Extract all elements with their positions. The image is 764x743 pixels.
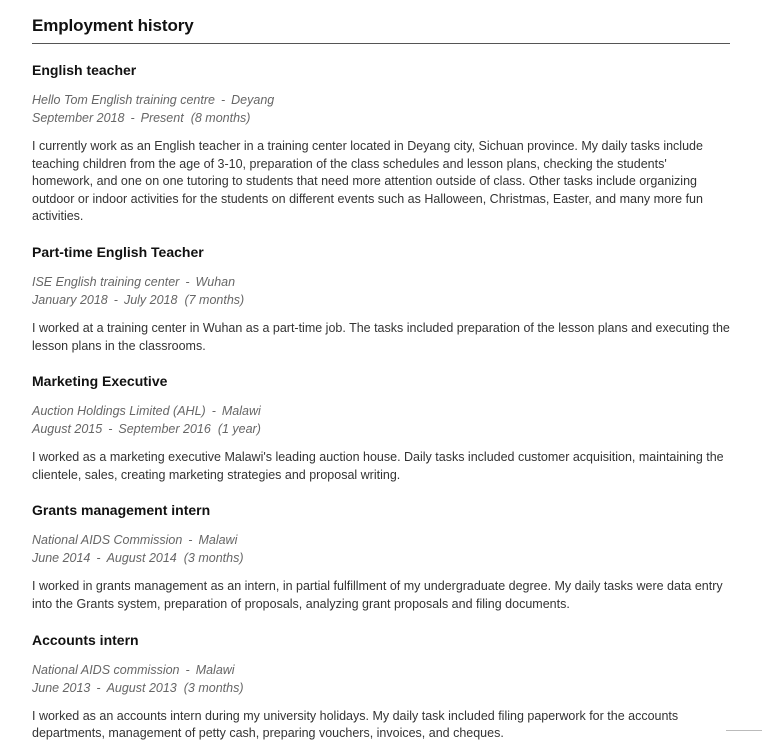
- job-start-date: September 2018: [32, 111, 125, 125]
- job-meta: [32, 273, 730, 309]
- job-start-date: August 2015: [32, 422, 103, 437]
- job-title: Grants management intern: [32, 502, 211, 519]
- job-end-date: August 2014: [106, 551, 177, 566]
- job-duration: (3 months): [183, 551, 244, 566]
- separator-dash: -: [130, 111, 135, 125]
- job-location: Malawi: [221, 404, 261, 419]
- job-start-date: June 2014: [32, 551, 91, 566]
- separator-dash: -: [185, 662, 190, 677]
- job-dates-line: [32, 549, 730, 567]
- job-description: I worked as a marketing executive Malawi's leading auction house. Daily tasks included customer acquisition, maintaining the clientele, sales, creating marketing strategies and proposal writing.: [32, 450, 724, 482]
- job-employer: National AIDS Commission: [32, 533, 183, 548]
- job-meta: [32, 91, 730, 127]
- job-employer: National AIDS commission: [32, 662, 180, 677]
- job-dates-line: [32, 291, 730, 309]
- job-entry-part-time-english-teacher: [32, 243, 730, 355]
- job-duration: (7 months): [184, 292, 245, 307]
- job-employer: Auction Holdings Limited (AHL): [32, 404, 206, 419]
- job-title: Accounts intern: [32, 631, 139, 648]
- separator-dash: -: [188, 533, 193, 548]
- job-dates-line: [32, 420, 730, 438]
- job-meta: [32, 531, 730, 567]
- job-title: Part-time English Teacher: [32, 243, 204, 260]
- separator-dash: -: [185, 274, 190, 289]
- job-duration: (1 year): [217, 422, 261, 437]
- job-employer: Hello Tom English training centre: [32, 93, 215, 107]
- job-entry-marketing-executive: [32, 372, 730, 484]
- job-description: I worked in grants management as an intern, in partial fulfillment of my undergraduate degree. My daily tasks were data entry into the Grants system, preparation of proposals, analyzing grant proposals and filing documents.: [32, 579, 723, 611]
- job-entry-english-teacher: [32, 61, 730, 226]
- separator-dash: -: [113, 292, 118, 307]
- separator-dash: -: [96, 680, 101, 695]
- job-dates-line: [32, 109, 730, 127]
- separator-dash: -: [96, 551, 101, 566]
- job-location: Malawi: [195, 662, 235, 677]
- job-end-date: August 2013: [106, 680, 177, 695]
- job-start-date: January 2018: [32, 292, 108, 307]
- separator-dash: -: [220, 93, 226, 107]
- job-meta: [32, 661, 730, 697]
- separator-dash: -: [108, 422, 113, 437]
- job-title: Marketing Executive: [32, 373, 168, 390]
- job-employer-line: [32, 402, 730, 420]
- job-description: I currently work as an English teacher in a training center located in Deyang city, Sichuan province. My daily tasks include teaching children from the age of 3-10, preparation of the class schedules and lesson plans, checking the students' homework, and one on one tutoring to students that need more attention outside of class. Other tasks include organizing outdoor or indoor activities for the students on different events such as Halloween, Christmas, Easter, and many more fun activities.: [32, 139, 703, 224]
- job-employer: ISE English training center: [32, 274, 180, 289]
- job-start-date: June 2013: [32, 680, 91, 695]
- job-meta: [32, 402, 730, 438]
- job-end-date: Present: [140, 111, 184, 125]
- employment-history-section: [32, 0, 730, 743]
- job-title: English teacher: [32, 62, 137, 78]
- job-employer-line: [32, 531, 730, 549]
- job-employer-line: [32, 661, 730, 679]
- job-location: Deyang: [231, 93, 275, 107]
- job-location: Malawi: [198, 533, 238, 548]
- separator-dash: -: [211, 404, 216, 419]
- job-duration: (8 months): [190, 111, 251, 125]
- job-employer-line: [32, 91, 730, 109]
- section-divider: [32, 43, 730, 44]
- job-duration: (3 months): [183, 680, 244, 695]
- section-title: Employment history: [32, 16, 194, 35]
- job-description: I worked as an accounts intern during my university holidays. My daily task included filing paperwork for the accounts departments, management of petty cash, preparing vouchers, invoices, and cheques.: [32, 708, 679, 741]
- job-description: I worked at a training center in Wuhan as a part-time job. The tasks included preparation of the lesson plans and executing the lesson plans in the classrooms.: [32, 320, 730, 353]
- job-location: Wuhan: [195, 274, 236, 289]
- job-dates-line: [32, 679, 730, 697]
- job-end-date: July 2018: [123, 292, 178, 307]
- job-entry-grants-management-intern: [32, 501, 730, 613]
- job-end-date: September 2016: [118, 422, 211, 437]
- job-employer-line: [32, 273, 730, 291]
- job-entry-accounts-intern: [32, 631, 730, 743]
